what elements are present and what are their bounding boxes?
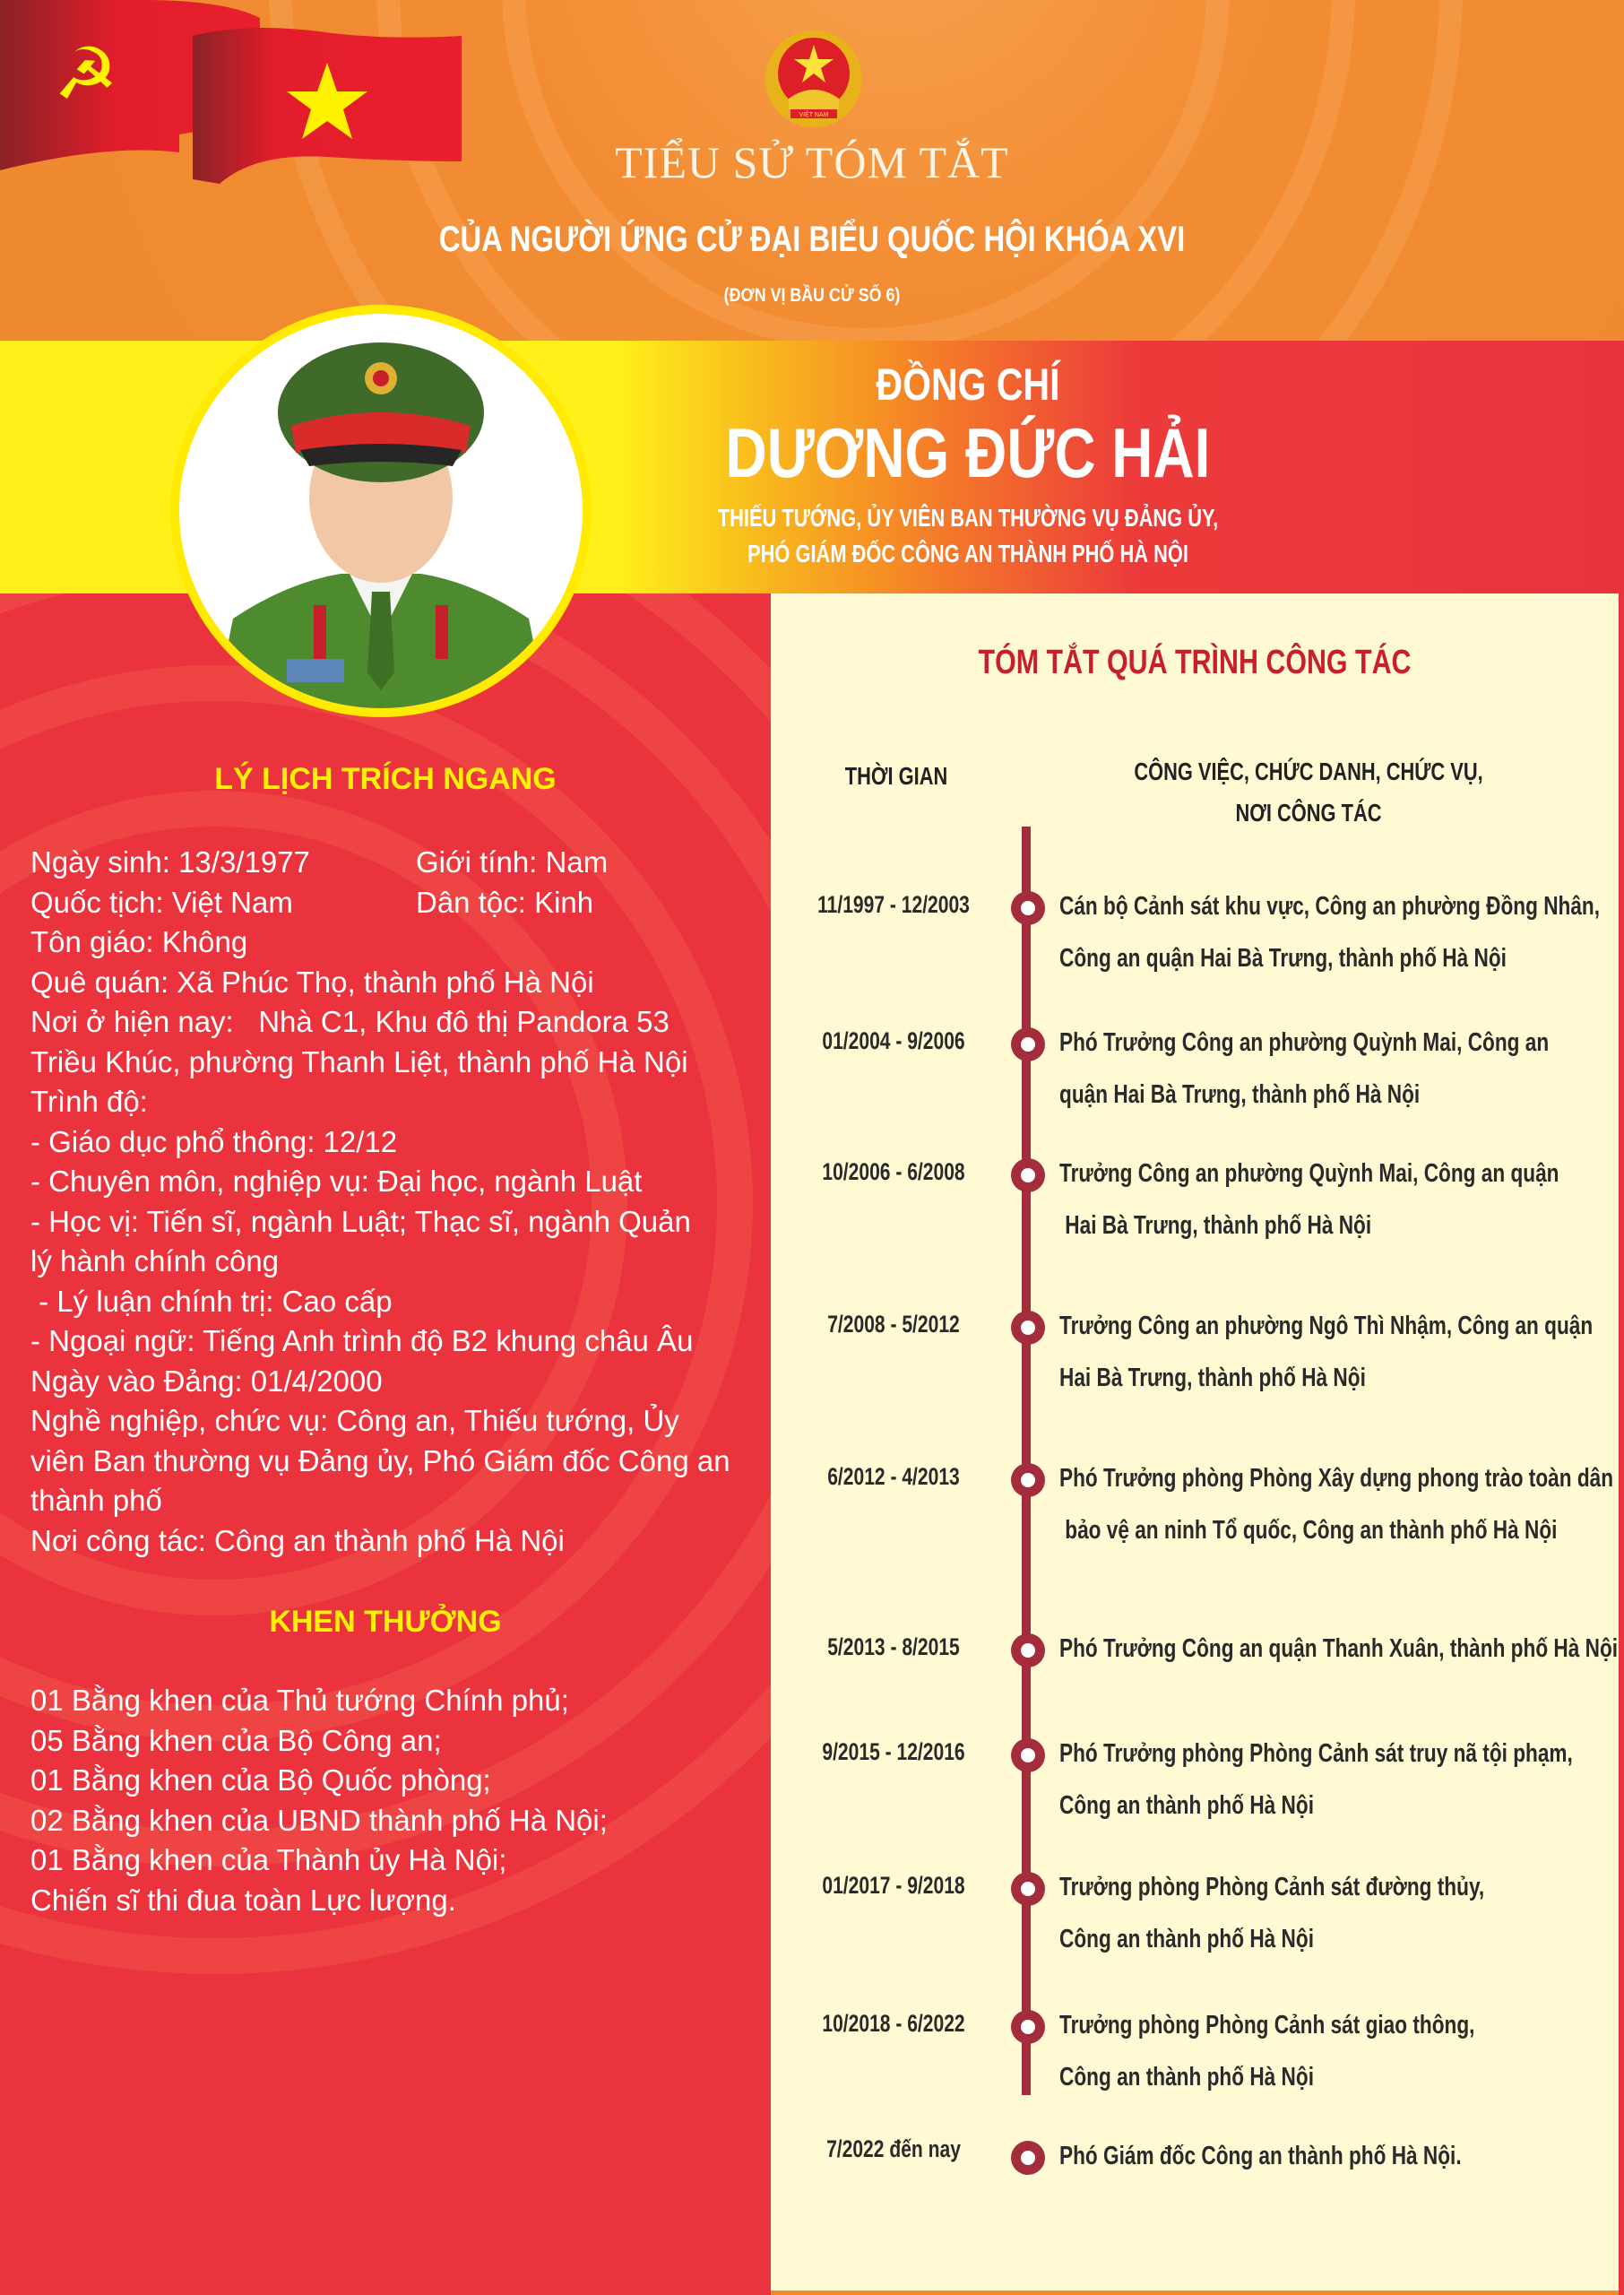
bio-section-title: LÝ LỊCH TRÍCH NGANG [214,762,557,796]
career-section-title: TÓM TẮT QUÁ TRÌNH CÔNG TÁC [978,644,1412,681]
timeline-date: 01/2017 - 9/2018 [822,1872,965,1899]
column-header-job [1113,751,1505,834]
timeline-text-line: quận Hai Bà Trưng, thành phố Hà Nội [1059,1080,1421,1109]
bio-row: viên Ban thường vụ Đảng ủy, Phó Giám đốc Công an [30,1443,730,1477]
bio-row: thành phố [30,1484,162,1517]
timeline-text-line: Trưởng Công an phường Quỳnh Mai, Công an quận [1059,1159,1559,1188]
timeline-dot-icon [1011,1633,1045,1667]
bio-row: Trình độ: [30,1085,148,1118]
nationality: Quốc tịch: Việt Nam [30,885,293,919]
bio-row: Nơi công tác: Công an thành phố Hà Nội [30,1523,565,1557]
column-header-time: THỜI GIAN [844,762,948,790]
timeline-text-line: Công an quận Hai Bà Trưng, thành phố Hà Nội [1059,944,1507,973]
timeline-dot-icon [1011,891,1045,925]
constituency-label: (ĐƠN VỊ BẦU CỬ SỐ 6) [723,285,901,306]
timeline-text [1059,1148,1591,1251]
awards-section-title: KHEN THƯỞNG [269,1605,502,1639]
timeline-text-line: Phó Trưởng Công an phường Quỳnh Mai, Công an [1059,1028,1550,1057]
portrait-frame [170,305,592,717]
award-item: 01 Bằng khen của Thủ tướng Chính phủ; [30,1684,569,1717]
candidate-photo [179,314,583,708]
timeline-text [1059,1999,1591,2103]
timeline-text [1059,1300,1594,1404]
timeline-date: 9/2015 - 12/2016 [822,1738,965,1765]
timeline-text [1059,1452,1614,1556]
bio-row: Ngày vào Đảng: 01/4/2000 [30,1364,383,1398]
timeline-dot-icon [1011,1027,1045,1061]
timeline-dot-icon [1011,1872,1045,1906]
candidate-position-line2: PHÓ GIÁM ĐỐC CÔNG AN THÀNH PHỐ HÀ NỘI [747,540,1188,567]
timeline-text-line: Phó Trưởng Công an quận Thanh Xuân, thành phố Hà Nội [1059,1634,1619,1663]
timeline-date: 01/2004 - 9/2006 [822,1027,965,1054]
bio-row: Quê quán: Xã Phúc Thọ, thành phố Hà Nội [30,965,594,999]
timeline-text-line: Cán bộ Cảnh sát khu vực, Công an phường Đồng Nhân, [1059,892,1601,921]
emblem-text: VIỆT NAM [799,112,829,118]
award-item: 02 Bằng khen của UBND thành phố Hà Nội; [30,1803,608,1837]
ethnicity: Dân tộc: Kinh [416,885,594,919]
timeline-dot-icon [1011,1311,1045,1345]
bio-row: Nơi ở hiện nay: Nhà C1, Khu đô thị Pandora 53 [30,1005,669,1038]
award-item: 01 Bằng khen của Thành ủy Hà Nội; [30,1843,507,1876]
timeline-text [1059,1861,1591,1965]
timeline-dot-icon [1011,1463,1045,1497]
timeline-date: 6/2012 - 4/2013 [827,1463,960,1490]
timeline-date: 5/2013 - 8/2015 [827,1633,960,1660]
timeline-text-line: Hai Bà Trưng, thành phố Hà Nội [1059,1211,1372,1240]
timeline-date: 10/2006 - 6/2008 [822,1158,965,1185]
page-title: TIỂU SỬ TÓM TẮT [615,137,1009,187]
timeline-date: 7/2008 - 5/2012 [827,1311,960,1338]
timeline-text-line: Công an thành phố Hà Nội [1059,2063,1314,2091]
bio-row: - Ngoại ngữ: Tiếng Anh trình độ B2 khung châu Âu [30,1324,694,1357]
bio-row: - Lý luận chính trị: Cao cấp [30,1284,393,1318]
award-item: Chiến sĩ thi đua toàn Lực lượng. [30,1883,456,1917]
timeline-date: 10/2018 - 6/2022 [822,2010,965,2037]
timeline-text [1059,1017,1591,1121]
header-banner [0,0,1624,341]
candidate-name: DƯƠNG ĐỨC HẢI [725,413,1211,492]
timeline-text-line: Trưởng phòng Phòng Cảnh sát đường thủy, [1059,1873,1485,1901]
awards-list [30,1681,747,1920]
column-header-job-line2: NƠI CÔNG TÁC [1235,799,1382,827]
officer-portrait-icon [179,314,583,708]
timeline-text-line: Trưởng Công an phường Ngô Thì Nhậm, Công an quận [1059,1312,1594,1340]
timeline-text-line: Phó Trưởng phòng Phòng Xây dựng phong trào toàn dân [1059,1464,1614,1493]
timeline-text-line: Trưởng phòng Phòng Cảnh sát giao thông, [1059,2011,1475,2040]
salutation: ĐỒNG CHÍ [876,359,1060,410]
candidate-name-block [627,359,1309,572]
timeline-text-line: Công an thành phố Hà Nội [1059,1925,1314,1953]
timeline-text [1059,880,1601,984]
candidate-position-line1: THIẾU TƯỚNG, ỦY VIÊN BAN THƯỜNG VỤ ĐẢNG ỦY, [717,504,1219,532]
bio-row: - Chuyên môn, nghiệp vụ: Đại học, ngành Luật [30,1165,643,1198]
timeline-text-line: bảo vệ an ninh Tổ quốc, Công an thành phố Hà Nội [1059,1516,1558,1545]
birth-date: Ngày sinh: 13/3/1977 [30,845,310,879]
timeline-dot-icon [1011,1158,1045,1192]
column-header-job-line1: CÔNG VIỆC, CHỨC DANH, CHỨC VỤ, [1134,758,1483,785]
timeline-date: 11/1997 - 12/2003 [817,891,970,918]
timeline-text [1059,1728,1591,1832]
timeline-dot-icon [1011,2010,1045,2044]
bio-list [30,843,756,1561]
timeline-text-line: Công an thành phố Hà Nội [1059,1791,1314,1820]
bio-row [30,843,756,883]
timeline-text-line: Hai Bà Trưng, thành phố Hà Nội [1059,1364,1366,1392]
award-item: 05 Bằng khen của Bộ Công an; [30,1723,442,1757]
svg-text:☭: ☭ [54,32,118,116]
award-item: 01 Bằng khen của Bộ Quốc phòng; [30,1763,491,1797]
national-emblem-icon [762,27,866,131]
bio-row: Triều Khúc, phường Thanh Liệt, thành phố Hà Nội [30,1044,688,1078]
timeline-dot-icon [1011,1738,1045,1772]
gender: Giới tính: Nam [416,845,609,879]
bio-row [30,883,756,923]
bio-row: Tôn giáo: Không [30,925,248,958]
bio-row: lý hành chính công [30,1244,280,1277]
timeline-date: 7/2022 đến nay [826,2135,961,2162]
timeline-dot-icon [1011,2141,1045,2175]
timeline-text-line: Phó Giám đốc Công an thành phố Hà Nội. [1059,2142,1462,2170]
timeline-text [1059,2130,1591,2182]
timeline-text-line: Phó Trưởng phòng Phòng Cảnh sát truy nã tội phạm, [1059,1739,1573,1768]
bio-row: - Giáo dục phổ thông: 12/12 [30,1124,398,1158]
page-subtitle: CỦA NGƯỜI ỨNG CỬ ĐẠI BIỂU QUỐC HỘI KHÓA XVI [438,220,1186,259]
panel-border [1619,593,1624,2295]
timeline-text [1059,1623,1619,1675]
bio-row: Nghề nghiệp, chức vụ: Công an, Thiếu tướng, Ủy [30,1404,679,1437]
bio-row: - Học vị: Tiến sĩ, ngành Luật; Thạc sĩ, ngành Quản [30,1204,691,1238]
